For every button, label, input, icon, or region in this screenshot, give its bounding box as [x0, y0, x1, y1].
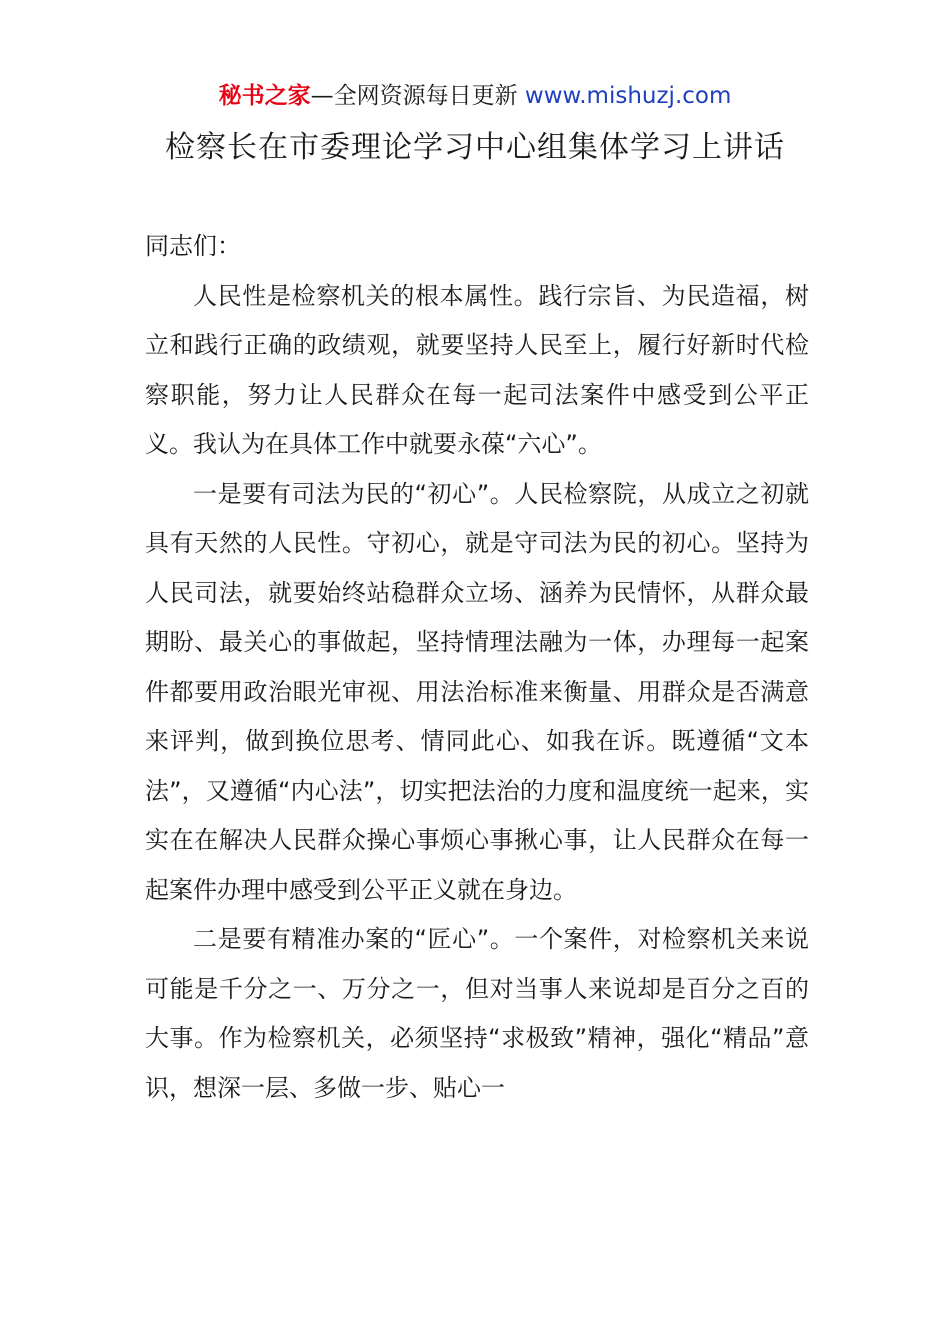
brand-url-link[interactable]: www.mishuzj.com [524, 83, 732, 109]
paragraph-second-point: 二是要有精准办案的“匠心”。一个案件，对检察机关来说可能是千分之一、万分之一，但对当事人来说却是百分之百的大事。作为检察机关，必须坚持“求极致”精神，强化“精品”意识，想深一层、多做一步、贴心一 [145, 925, 809, 1102]
document-title: 检察长在市委理论学习中心组集体学习上讲话 [165, 130, 785, 165]
salutation: 同志们： [145, 232, 241, 260]
paragraph-intro: 人民性是检察机关的根本属性。践行宗旨、为民造福，树立和践行正确的政绩观，就要坚持人民至上，履行好新时代检察职能，努力让人民群众在每一起司法案件中感受到公平正义。我认为在具体工作中就要永葆“六心”。 [145, 281, 809, 458]
document-body [145, 222, 809, 1113]
site-header [0, 80, 950, 112]
brand-slogan: —全网资源每日更新 [310, 83, 525, 109]
paragraph-first-point: 一是要有司法为民的“初心”。人民检察院，从成立之初就具有天然的人民性。守初心，就是守司法为民的初心。坚持为人民司法，就要始终站稳群众立场、涵养为民情怀，从群众最期盼、最关心的事做起，坚持情理法融为一体，办理每一起案件都要用政治眼光审视、用法治标准来衡量、用群众是否满意来评判，做到换位思考、情同此心、如我在诉。既遵循“文本法”，又遵循“内心法”，切实把法治的力度和温度统一起来，实实在在解决人民群众操心事烦心事揪心事，让人民群众在每一起案件办理中感受到公平正义就在身边。 [145, 479, 809, 904]
brand-name: 秘书之家 [218, 83, 311, 109]
